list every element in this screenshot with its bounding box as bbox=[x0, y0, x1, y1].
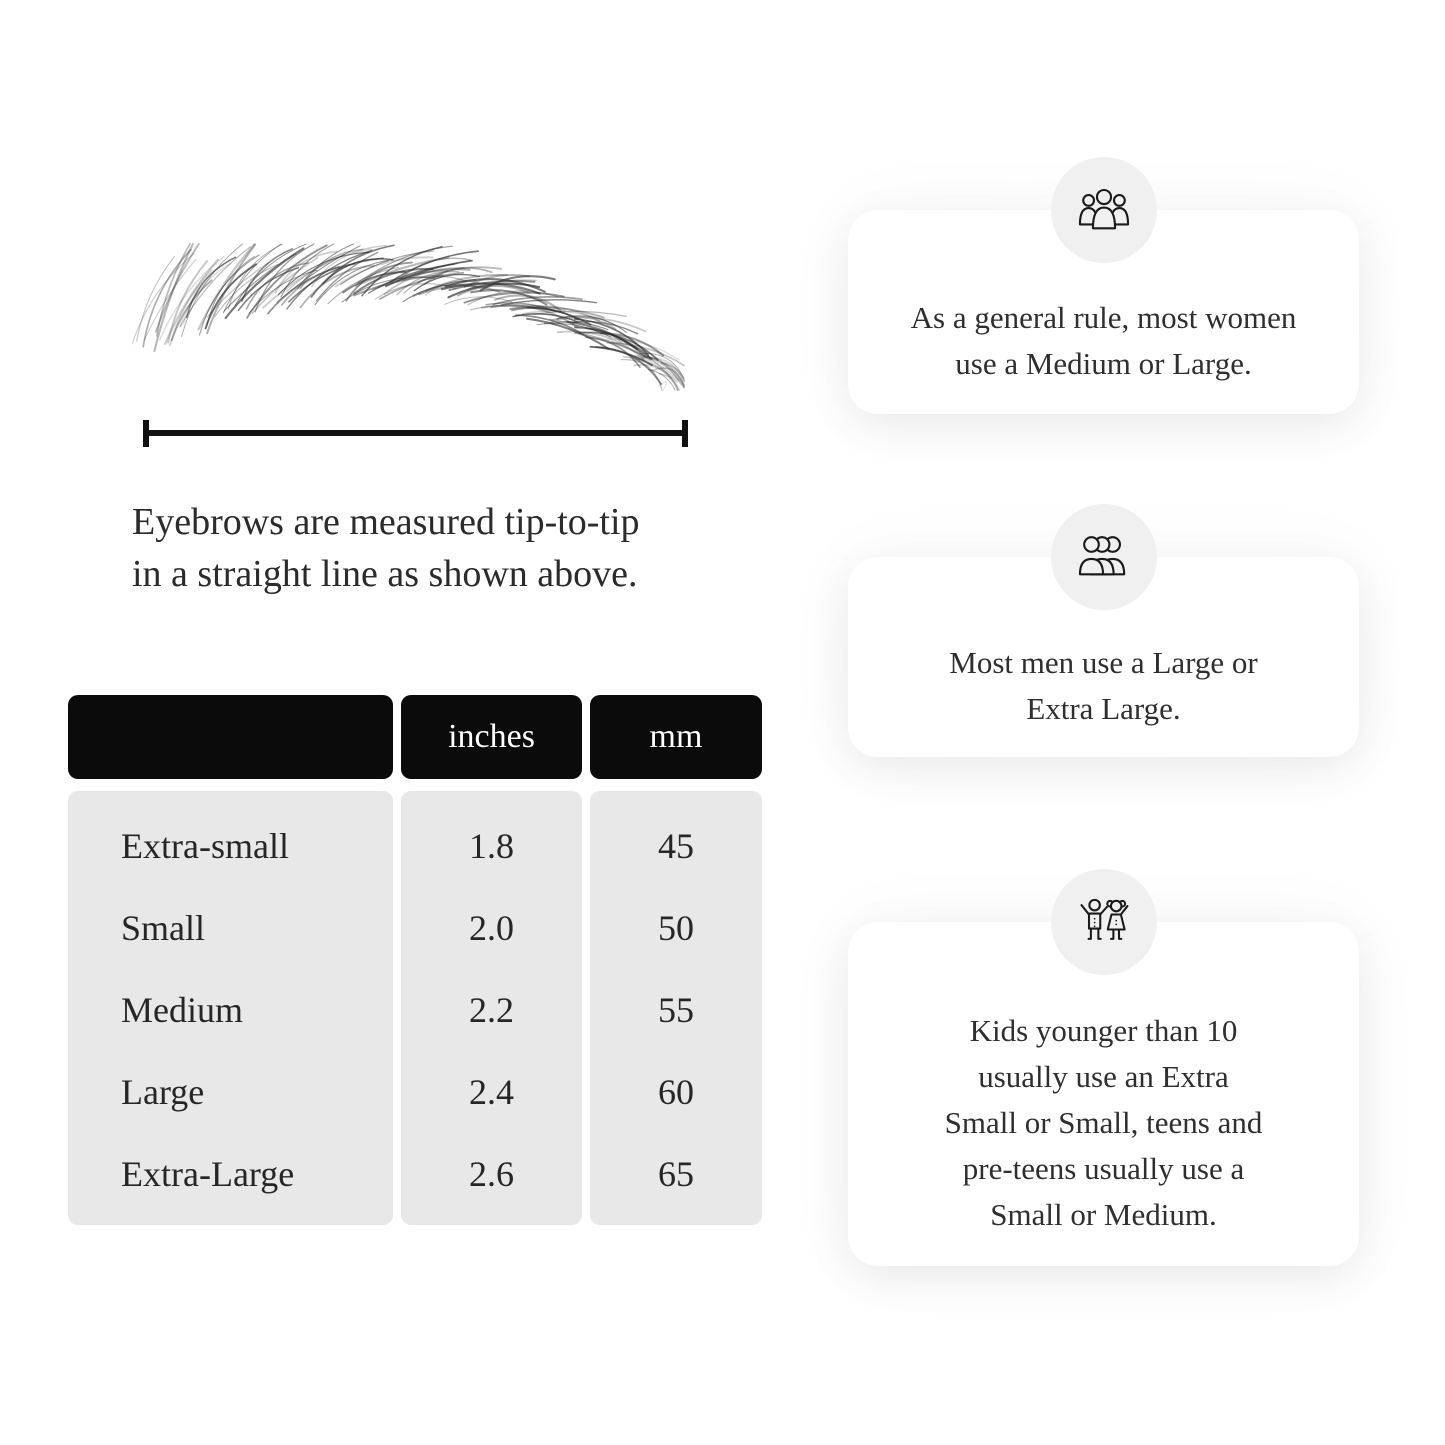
right-endcap bbox=[682, 420, 688, 447]
caption-line-1: Eyebrows are measured tip-to-tip bbox=[132, 501, 640, 543]
caption-line-2: in a straight line as shown above. bbox=[132, 553, 638, 595]
card-text-line: As a general rule, most women bbox=[910, 300, 1297, 335]
card-text-line: Most men use a Large or bbox=[949, 645, 1258, 680]
info-card-women bbox=[848, 210, 1359, 414]
mm-column bbox=[590, 791, 762, 1225]
size-label-cell: Extra-small bbox=[121, 826, 289, 866]
size-label-cell: Large bbox=[121, 1072, 205, 1112]
size-table bbox=[68, 695, 762, 1225]
measurement-line bbox=[143, 420, 688, 447]
icon-circle bbox=[1051, 504, 1157, 610]
card-text-line: Extra Large. bbox=[1026, 691, 1181, 726]
info-card-men bbox=[848, 557, 1359, 757]
size-label-cell: Extra-Large bbox=[121, 1154, 295, 1194]
size-label-cell: Medium bbox=[121, 990, 243, 1030]
measurement-caption bbox=[132, 496, 742, 600]
card-text-line: Small or Small, teens and bbox=[944, 1105, 1263, 1140]
mm-value-cell: 50 bbox=[658, 908, 694, 948]
inches-value-cell: 2.0 bbox=[469, 908, 514, 948]
mm-value-cell: 60 bbox=[658, 1072, 694, 1112]
eyebrow-illustration bbox=[122, 238, 690, 396]
table-header-row bbox=[68, 695, 762, 779]
icon-circle bbox=[1051, 157, 1157, 263]
size-label-cell: Small bbox=[121, 908, 206, 948]
inches-value-cell: 2.2 bbox=[469, 990, 514, 1030]
header-inches-cell: inches bbox=[401, 695, 582, 779]
card-text-line: use a Medium or Large. bbox=[955, 346, 1252, 381]
mm-value-cell: 45 bbox=[658, 826, 694, 866]
inches-value-cell: 2.4 bbox=[469, 1072, 514, 1112]
card-text-line: usually use an Extra bbox=[978, 1059, 1229, 1094]
inches-column bbox=[401, 791, 582, 1225]
mm-value-cell: 65 bbox=[658, 1154, 694, 1194]
size-label-column bbox=[68, 791, 393, 1225]
mm-value-cell: 55 bbox=[658, 990, 694, 1030]
men-group-icon bbox=[1073, 532, 1135, 582]
header-mm-cell: mm bbox=[590, 695, 762, 779]
card-text-line: Small or Medium. bbox=[990, 1197, 1217, 1232]
inches-value-cell: 2.6 bbox=[469, 1154, 514, 1194]
icon-circle bbox=[1051, 869, 1157, 975]
table-body bbox=[68, 791, 762, 1225]
card-text-line: pre-teens usually use a bbox=[962, 1151, 1245, 1186]
header-size-cell bbox=[68, 695, 393, 779]
women-group-icon bbox=[1073, 185, 1135, 235]
line-bar bbox=[143, 430, 688, 436]
card-text-line: Kids younger than 10 bbox=[969, 1013, 1238, 1048]
info-card-kids bbox=[848, 922, 1359, 1266]
kids-icon bbox=[1074, 895, 1134, 949]
inches-value-cell: 1.8 bbox=[469, 826, 514, 866]
